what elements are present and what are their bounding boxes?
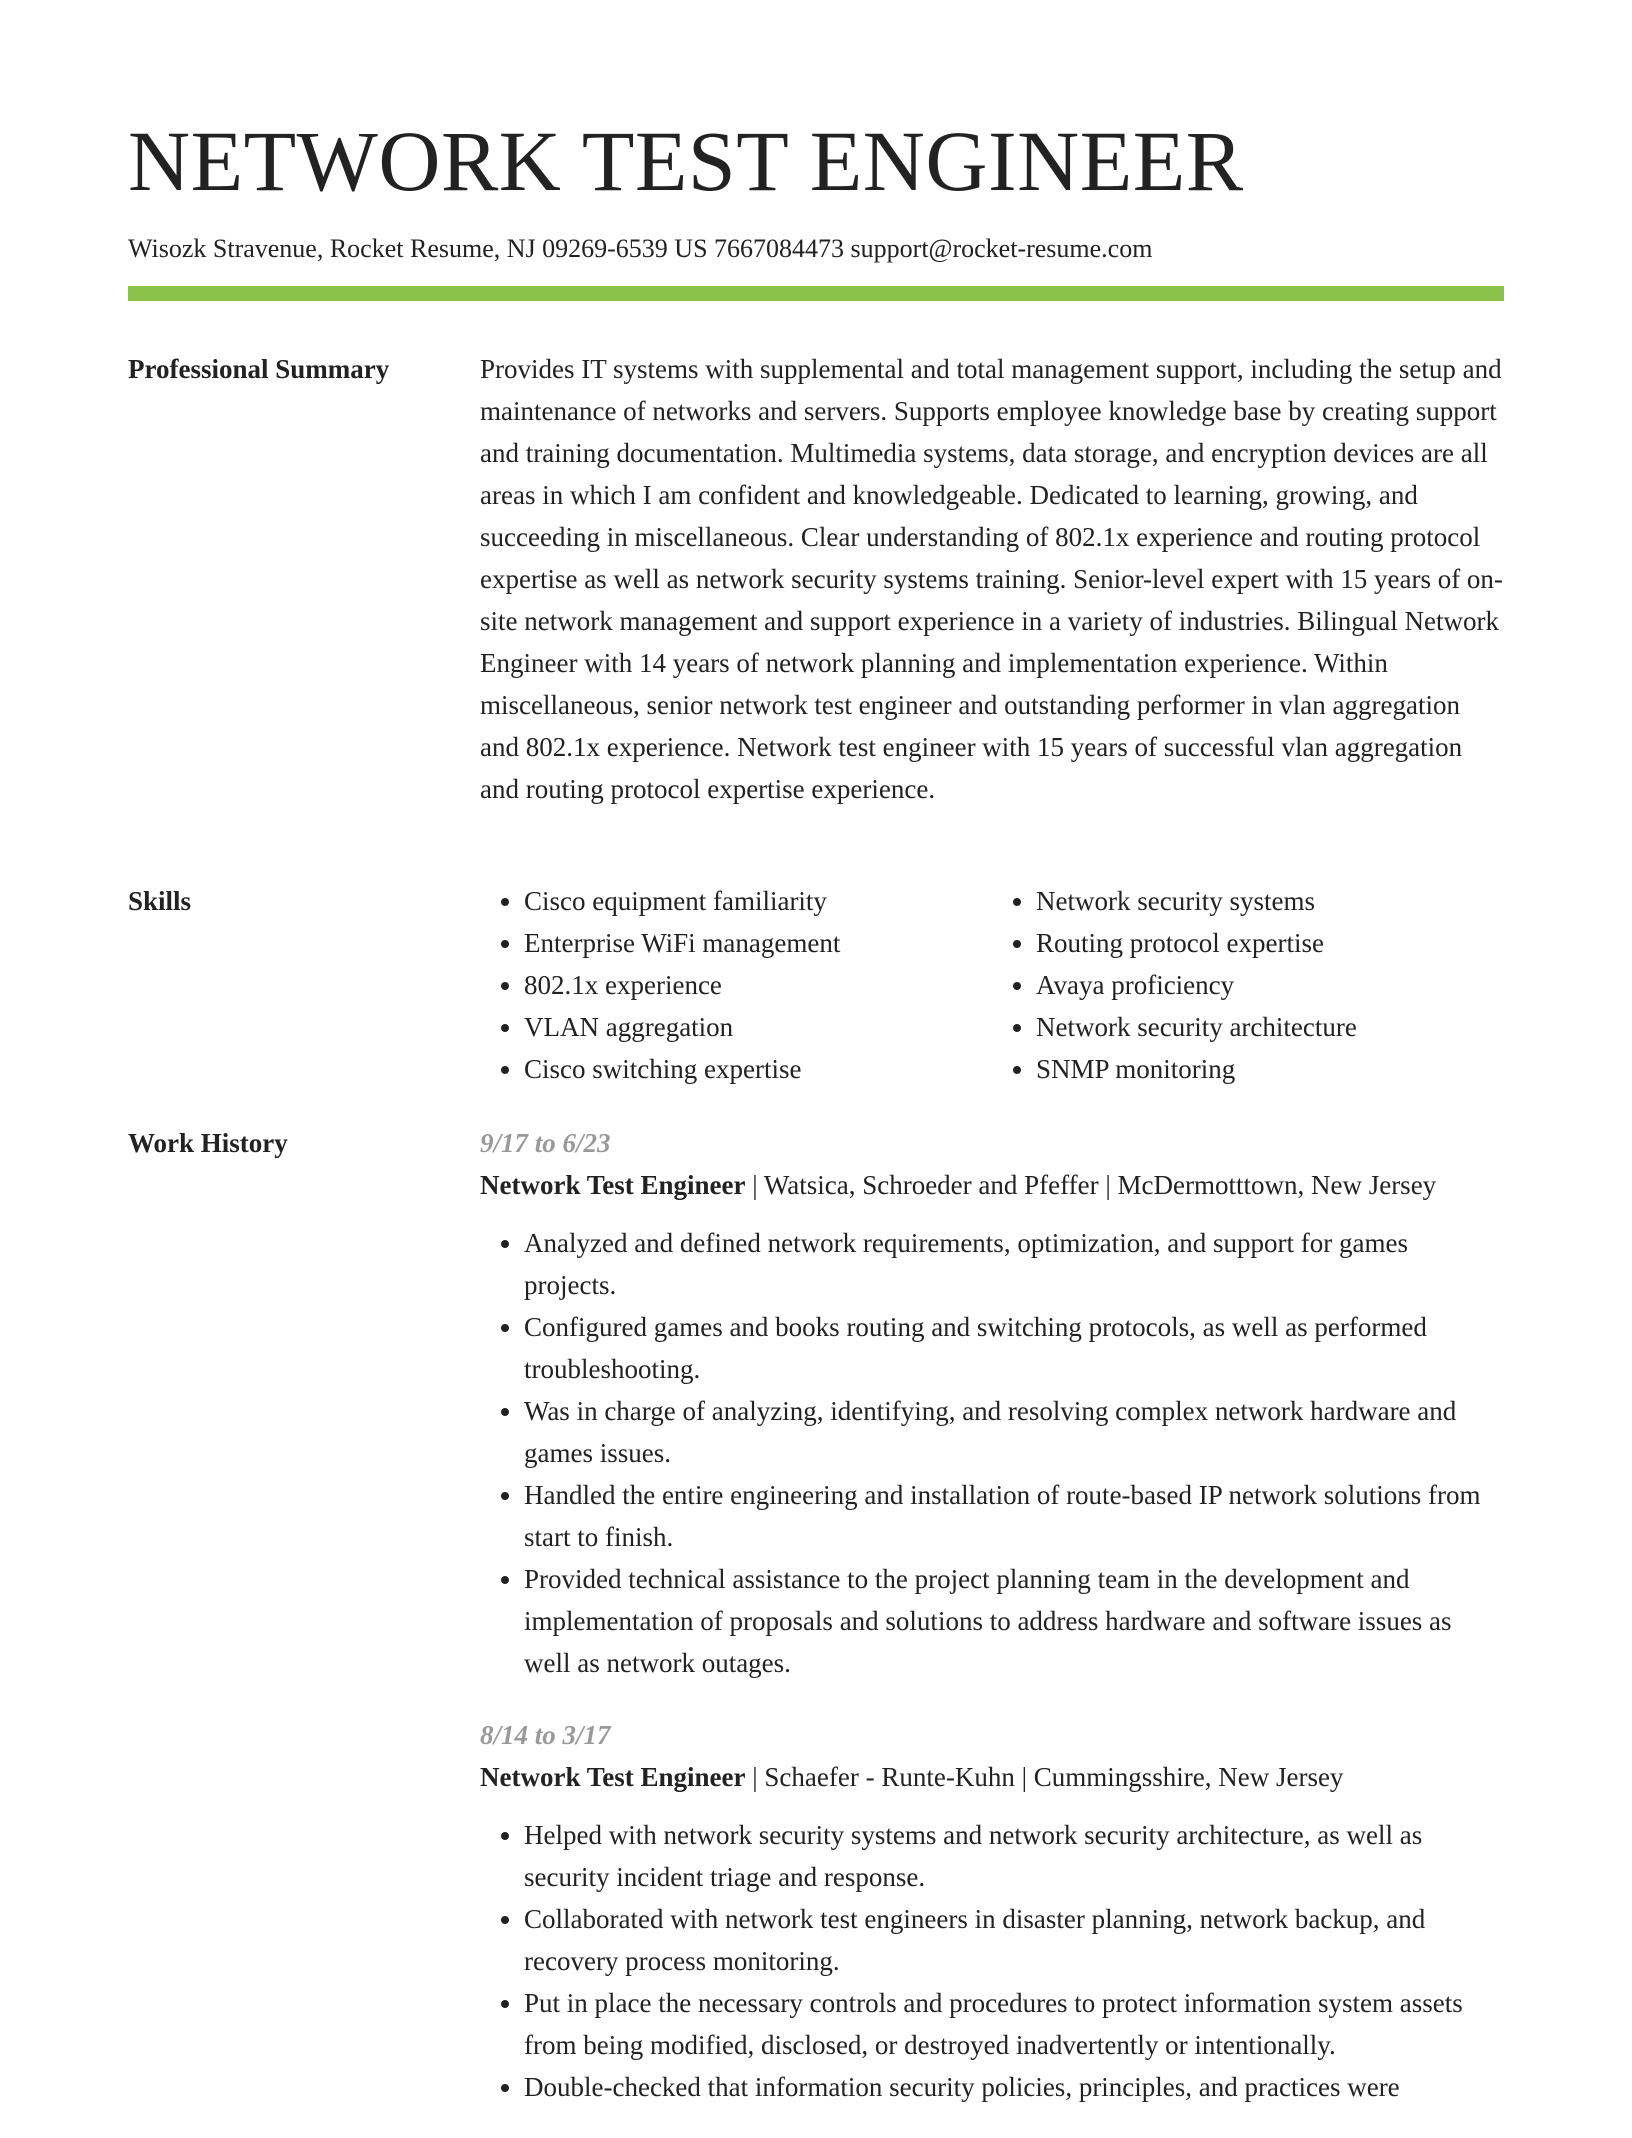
job-bullet: • Provided technical assistance to the project planning team in the development and implementation of proposals and solutions to address hardware and software issues as well as network outages. [524,1558,1504,1684]
job-title: Network Test Engineer [480,1762,746,1792]
job-dates: 8/14 to 3/17 [480,1720,611,1750]
skill-item: • Cisco switching expertise [524,1048,992,1090]
work-history-body [480,1122,1504,2138]
skill-item: • Network security systems [1036,880,1504,922]
summary-body [480,348,1504,810]
skills-columns [480,880,1504,1090]
job-dates: 9/17 to 6/23 [480,1128,611,1158]
job-entry [480,1122,1504,1684]
job-employer-location: | Watsica, Schroeder and Pfeffer | McDermotttown, New Jersey [745,1170,1437,1200]
skills-body [480,880,1504,1090]
job-title: Network Test Engineer [480,1170,746,1200]
skill-item: • SNMP monitoring [1036,1048,1504,1090]
job-bullet: • Handled the entire engineering and installation of route-based IP network solutions from start to finish. [524,1474,1504,1558]
skill-item: • VLAN aggregation [524,1006,992,1048]
job-heading [480,1164,1504,1206]
job-bullet-list [480,1222,1504,1684]
job-bullet: • Collaborated with network test engineers in disaster planning, network backup, and recovery process monitoring. [524,1898,1504,1982]
job-bullet: • Put in place the necessary controls and procedures to protect information system assets from being modified, disclosed, or destroyed inadvertently or intentionally. [524,1982,1504,2066]
section-label-skills: Skills [128,886,192,916]
job-bullet: • Helped with network security systems and network security architecture, as well as security incident triage and response. [524,1814,1504,1898]
job-bullet: • Configured games and books routing and switching protocols, as well as performed troubleshooting. [524,1306,1504,1390]
contact-line: Wisozk Stravenue, Rocket Resume, NJ 09269-6539 US 7667084473 support@rocket-resume.com [128,234,1153,263]
header-divider [128,286,1504,301]
job-entry [480,1714,1504,2108]
skill-item: • Network security architecture [1036,1006,1504,1048]
job-heading [480,1756,1504,1798]
section-label-work-history: Work History [128,1128,288,1158]
skill-item: • Avaya proficiency [1036,964,1504,1006]
job-bullet: • Was in charge of analyzing, identifying, and resolving complex network hardware and games issues. [524,1390,1504,1474]
job-employer-location: | Schaefer - Runte-Kuhn | Cummingsshire, New Jersey [745,1762,1344,1792]
skill-item: • 802.1x experience [524,964,992,1006]
job-bullet: • Double-checked that information security policies, principles, and practices were [524,2066,1504,2108]
job-bullet: • Analyzed and defined network requirements, optimization, and support for games projects. [524,1222,1504,1306]
summary-text: Provides IT systems with supplemental and total management support, including the setup and maintenance of networks and servers. Supports employee knowledge base by creating support and training documentation. Multimedia systems, data storage, and encryption devices are all areas in which I am confident and knowledgeable. Dedicated to learning, growing, and succeeding in miscellaneous. Clear understanding of 802.1x experience and routing protocol expertise as well as network security systems training. Senior-level expert with 15 years of on-site network management and support experience in a variety of industries. Bilingual Network Engineer with 14 years of network planning and implementation experience. Within miscellaneous, senior network test engineer and outstanding performer in vlan aggregation and 802.1x experience. Network test engineer with 15 years of successful vlan aggregation and routing protocol expertise experience. [480,354,1503,804]
skill-item: • Enterprise WiFi management [524,922,992,964]
resume-title: NETWORK TEST ENGINEER [128,113,1244,209]
job-bullet-list [480,1814,1504,2108]
section-label-summary: Professional Summary [128,354,390,384]
skill-item: • Routing protocol expertise [1036,922,1504,964]
skill-item: • Cisco equipment familiarity [524,880,992,922]
skills-list-right [992,880,1504,1090]
skills-list-left [480,880,992,1090]
